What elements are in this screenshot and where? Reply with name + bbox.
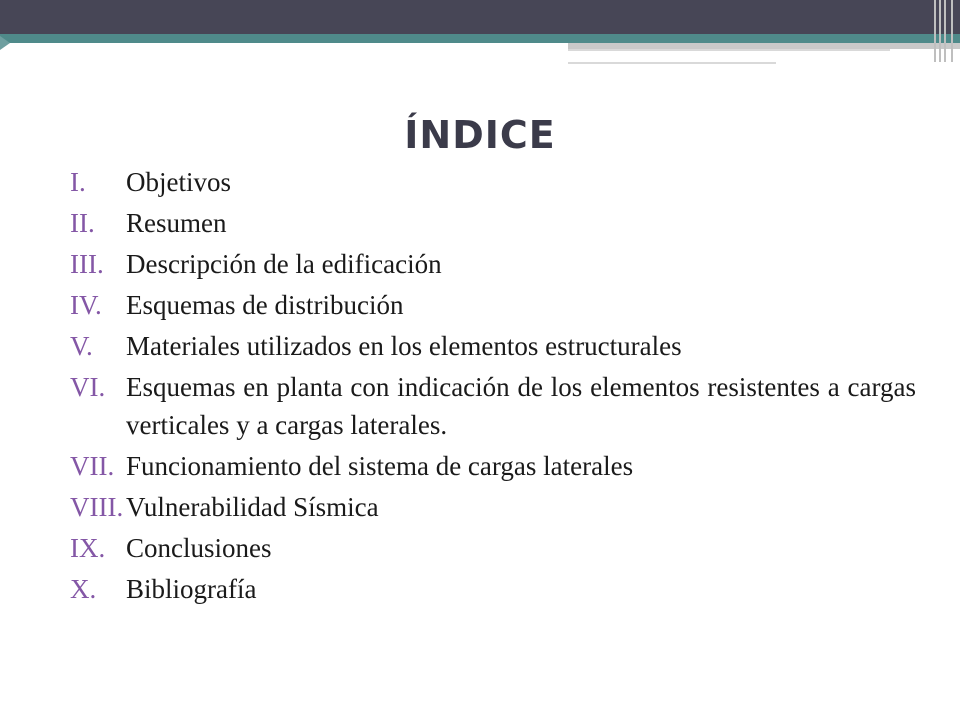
header-ribbon-line <box>568 62 776 64</box>
toc-item <box>70 570 916 608</box>
toc-item <box>70 204 916 242</box>
toc-item-text: Esquemas en planta con indicación de los elementos resistentes a cargas verticales y a cargas laterales. <box>126 372 916 440</box>
toc-item <box>70 529 916 567</box>
toc-item <box>70 286 916 324</box>
toc-item <box>70 368 916 444</box>
toc-item <box>70 488 916 526</box>
toc-item-text: Materiales utilizados en los elementos estructurales <box>126 331 682 361</box>
toc-item-text: Descripción de la edificación <box>126 249 442 279</box>
header-stripes-decoration <box>932 0 956 62</box>
table-of-contents <box>70 163 916 611</box>
toc-numeral: I. <box>70 167 86 197</box>
header-bar <box>0 0 960 34</box>
toc-numeral: III. <box>70 249 104 279</box>
toc-numeral: IX. <box>70 533 106 563</box>
toc-item-text: Funcionamiento del sistema de cargas laterales <box>126 451 634 481</box>
toc-item-text: Vulnerabilidad Sísmica <box>126 492 379 522</box>
toc-numeral: VII. <box>70 451 115 481</box>
toc-item <box>70 245 916 283</box>
header-white-tab <box>0 43 568 49</box>
header-ribbon-line <box>568 51 890 52</box>
toc-numeral: VIII. <box>70 492 124 522</box>
toc-numeral: X. <box>70 574 97 604</box>
header-notch <box>0 36 10 50</box>
toc-item-text: Bibliografía <box>126 574 257 604</box>
toc-item <box>70 163 916 201</box>
toc-item-text: Objetivos <box>126 167 231 197</box>
toc-numeral: II. <box>70 208 95 238</box>
toc-item <box>70 327 916 365</box>
toc-item <box>70 447 916 485</box>
slide-title: ÍNDICE <box>404 113 556 158</box>
toc-numeral: VI. <box>70 372 106 402</box>
toc-numeral: V. <box>70 331 93 361</box>
header-accent-stripe <box>0 34 960 43</box>
toc-item-text: Resumen <box>126 208 227 238</box>
toc-item-text: Conclusiones <box>126 533 272 563</box>
toc-item-text: Esquemas de distribución <box>126 290 404 320</box>
toc-numeral: IV. <box>70 290 102 320</box>
